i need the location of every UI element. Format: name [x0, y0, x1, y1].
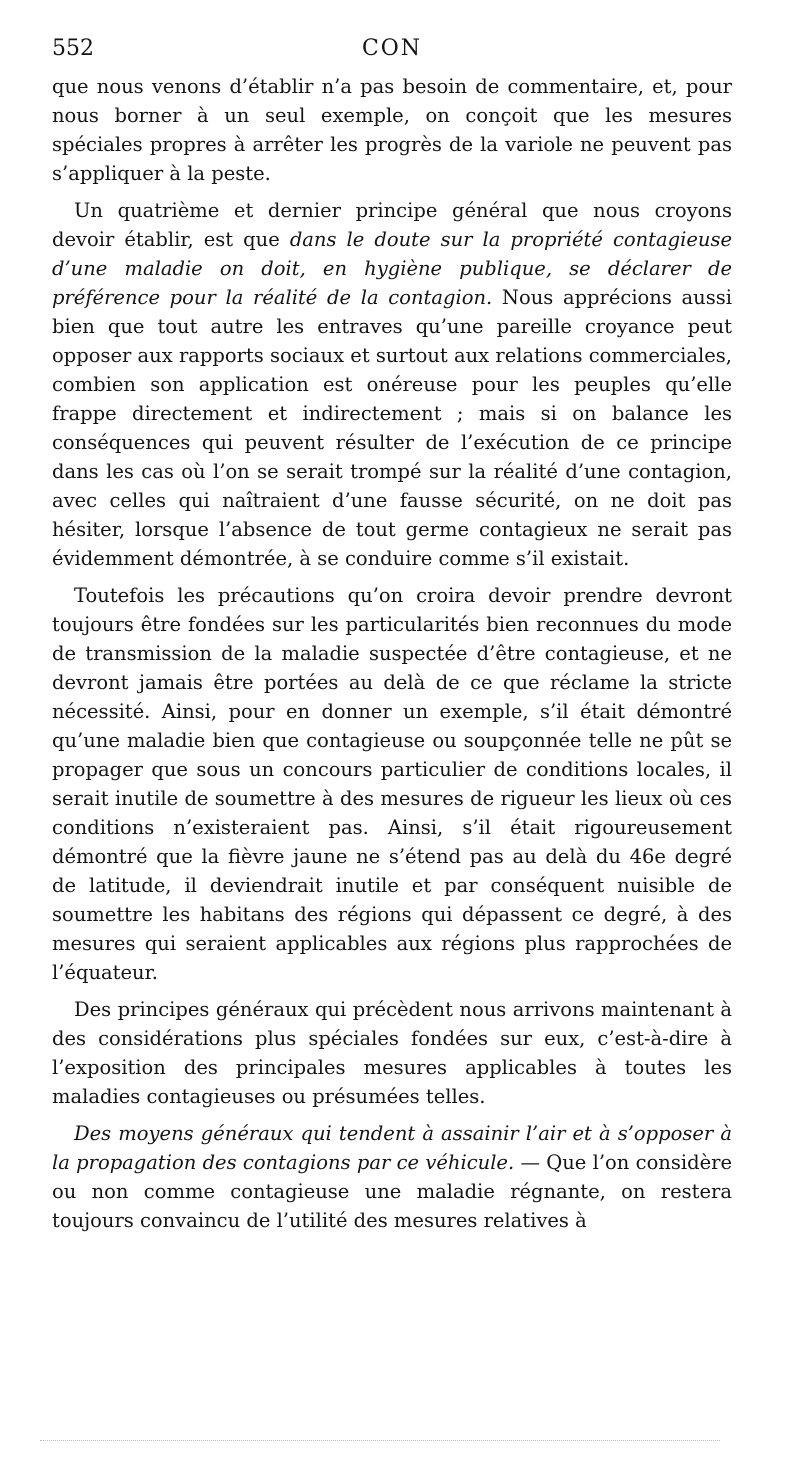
paragraph-5-text: — Que l’on considère ou non comme contagieuse une maladie régnante, on restera toujours convaincu de l’utilité des mesures relatives à [52, 1151, 732, 1232]
paragraph-3-text: Toutefois les précautions qu’on croira devoir prendre devront toujours être fondées sur les particularités bien reconnues du mode de transmission de la maladie suspectée d’être contagieuse, et ne devront jamais être portées au delà de ce que réclame la stricte nécessité. Ainsi, pour en donner un exemple, s’il était démontré qu’une maladie bien que contagieuse ou soupçonnée telle ne pût se propager que sous un concours particulier de conditions locales, il serait inutile de soumettre à des mesures de rigueur les lieux où ces conditions n’existeraient pas. Ainsi, s’il était rigoureusement démontré que la fièvre jaune ne s’étend pas au delà du 46e degré de latitude, il deviendrait inutile et par conséquent nuisible de soumettre les habitans des régions qui dépassent ce degré, à des mesures qui seraient applicables aux régions plus rapprochées de l’équateur. [52, 584, 732, 984]
paragraph-5-italic-heading: Des moyens généraux qui tendent à assainir l’air et à s’opposer à la propagation des contagions par ce véhicule. [52, 1122, 732, 1174]
bottom-dotted-rule [40, 1440, 720, 1441]
paragraph-2-text-a: Un quatrième et dernier principe général que nous croyons devoir établir, est que [52, 199, 732, 251]
page-header [52, 32, 732, 72]
paragraph-2-text-b: Nous apprécions aussi bien que tout autre les entraves qu’une pareille croyance peut opposer aux rapports sociaux et surtout aux relations commerciales, combien son application est onéreuse pour les peuples qu’elle frappe directement et indirectement ; mais si on balance les conséquences qui peuvent résulter de l’exécution de ce principe dans les cas où l’on se serait trompé sur la réalité d’une contagion, avec celles qui naîtraient d’une fausse sécurité, on ne doit pas hésiter, lorsque l’absence de tout germe contagieux ne serait pas évidemment démontrée, à se conduire comme s’il existait. [52, 286, 732, 570]
paragraph-4 [52, 995, 732, 1111]
paragraph-4-text: Des principes généraux qui précèdent nous arrivons maintenant à des considérations plus spéciales fondées sur eux, c’est-à-dire à l’exposition des principales mesures applicables à toutes les maladies contagieuses ou présumées telles. [52, 998, 732, 1108]
page-number: 552 [52, 36, 94, 61]
running-head: CON [361, 36, 423, 61]
paragraph-5 [52, 1119, 732, 1235]
document-page [52, 32, 732, 1243]
paragraph-1-text: que nous venons d’établir n’a pas besoin de commentaire, et, pour nous borner à un seul exemple, on conçoit que les mesures spéciales propres à arrêter les progrès de la variole ne peuvent pas s’appliquer à la peste. [52, 75, 732, 185]
paragraph-2 [52, 196, 732, 573]
paragraph-1 [52, 72, 732, 188]
paragraph-3 [52, 581, 732, 987]
body-text [52, 72, 732, 1235]
paragraph-2-italic-principle: dans le doute sur la propriété contagieuse d’une maladie on doit, en hygiène publique, se déclarer de préférence pour la réalité de la contagion. [52, 228, 732, 309]
